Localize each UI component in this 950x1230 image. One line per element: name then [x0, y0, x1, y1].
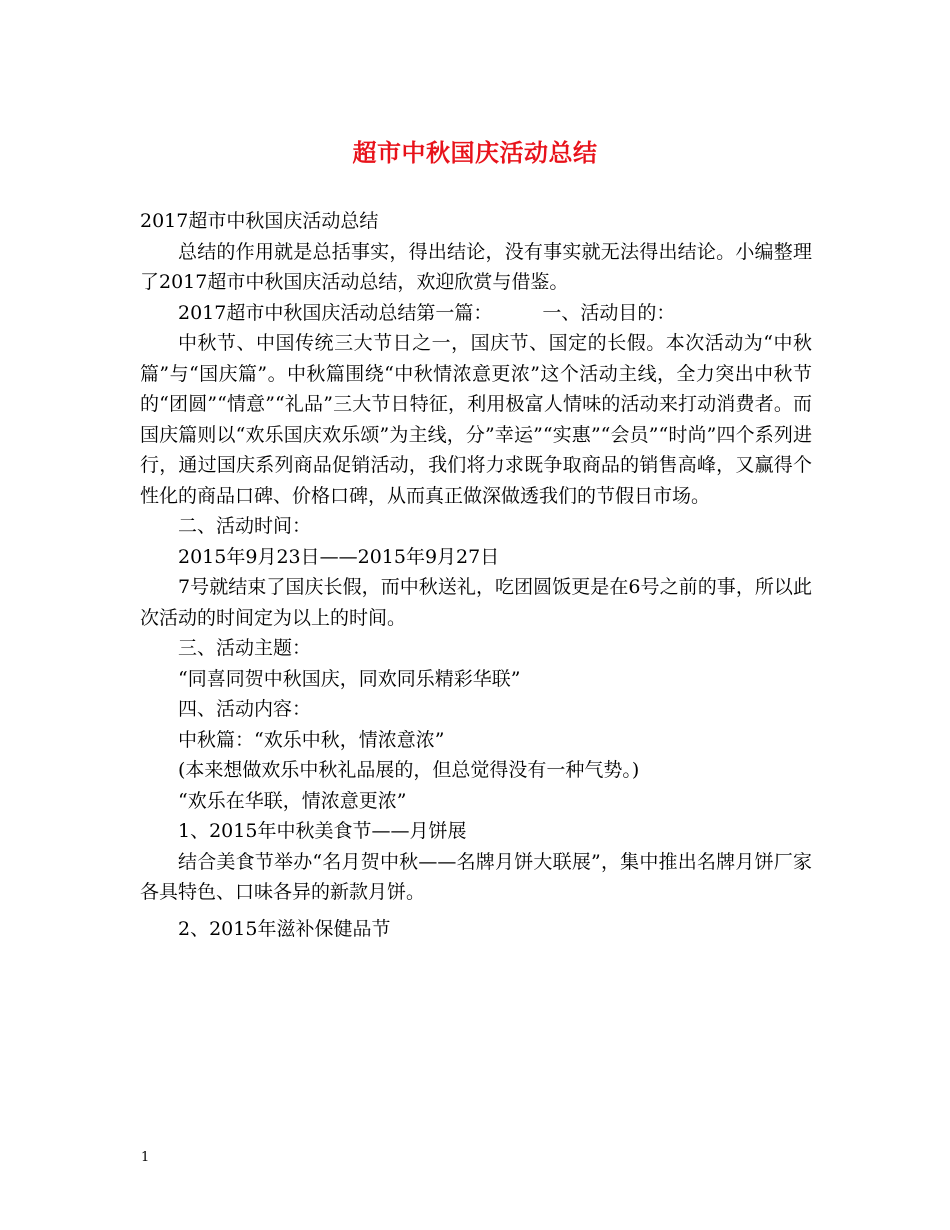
first-article-heading	[140, 298, 812, 329]
mid-autumn-slogan: “欢乐在华联，情浓意更浓”	[178, 789, 407, 812]
section-heading-time: 二、活动时间：	[178, 515, 312, 537]
page-title: 超市中秋国庆活动总结	[352, 138, 598, 167]
intro-paragraph: 总结的作用就是总括事实，得出结论，没有事实就无法得出结论。小编整理了2017超市中秋国庆活动总结，欢迎欣赏与借鉴。	[140, 240, 812, 293]
aside-note: (本来想做欢乐中秋礼品展的，但总觉得没有一种气势。)	[178, 759, 640, 781]
section-heading-theme: 三、活动主题：	[178, 637, 312, 659]
page-number: 1	[141, 1150, 150, 1165]
purpose-paragraph: 中秋节、中国传统三大节日之一，国庆节、国定的长假。本次活动为“中秋篇”与“国庆篇”。中秋篇围绕“中秋情浓意更浓”这个活动主线，全力突出中秋节的“团圆”“情意”“礼品”三大节日特征，利用极富人情味的活动来打动消费者。而国庆篇则以“欢乐国庆欢乐颂”为主线，分”幸运”“实惠”“会员”“时尚”四个系列进行，通过国庆系列商品促销活动，我们将力求既争取商品的销售高峰，又赢得个性化的商品口碑、价格口碑，从而真正做深做透我们的节假日市场。	[140, 332, 812, 507]
document-body	[140, 206, 812, 944]
theme-slogan: “同喜同贺中秋国庆，同欢同乐精彩华联”	[178, 667, 521, 690]
mid-autumn-heading: 中秋篇：“欢乐中秋，情浓意浓”	[178, 728, 445, 751]
date-range: 2015年9月23日——2015年9月27日	[178, 545, 500, 568]
section-heading-purpose: 一、活动目的：	[542, 301, 676, 324]
item-1-heading: 1、2015年中秋美食节——月饼展	[178, 820, 467, 842]
item-2-heading: 2、2015年滋补保健品节	[178, 917, 391, 940]
section-heading-content: 四、活动内容：	[178, 698, 312, 720]
doc-subtitle: 2017超市中秋国庆活动总结	[140, 210, 379, 232]
first-article-label: 2017超市中秋国庆活动总结第一篇：	[178, 301, 493, 324]
time-paragraph: 7号就结束了国庆长假，而中秋送礼，吃团圆饭更是在6号之前的事，所以此次活动的时间定为以上的时间。	[140, 576, 812, 629]
item-1-paragraph: 结合美食节举办“名月贺中秋——名牌月饼大联展”，集中推出名牌月饼厂家各具特色、口味各异的新款月饼。	[140, 850, 812, 903]
